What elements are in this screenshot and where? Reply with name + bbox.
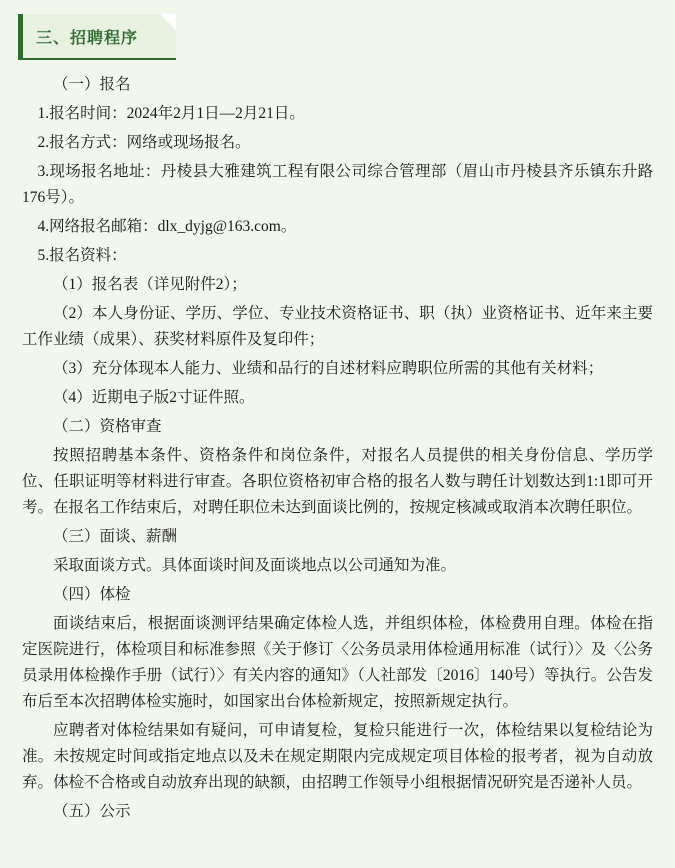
paragraph-sub-4-body-2: 应聘者对体检结果如有疑问，可申请复检，复检只能进行一次，体检结果以复检结论为准。未按规定时间或指定地点以及未在规定期限内完成规定项目体检的报考者，视为自动放弃。体检不合格或自动放弃出现的缺额，由招聘工作领导小组根据情况研究是否递补人员。 [22, 722, 653, 791]
section-header-underline [18, 58, 176, 60]
paragraph-item-5-1: （1）报名表（详见附件2）； [53, 276, 247, 293]
paragraph-sub-5-title: （五）公示 [53, 803, 131, 820]
paragraph-sub-1-title: （一）报名 [53, 76, 131, 93]
paragraph-sub-2-title: （二）资格审查 [53, 418, 162, 435]
paragraph-item-5-2: （2）本人身份证、学历、学位、专业技术资格证书、职（执）业资格证书、近年来主要工作业绩（成果）、获奖材料原件及复印件； [22, 305, 653, 348]
document-body [22, 72, 653, 825]
paragraph-sub-4-body-1: 面谈结束后，根据面谈测评结果确定体检人选，并组织体检，体检费用自理。体检在指定医院进行，体检项目和标准参照《关于修订〈公务员录用体检通用标准（试行）〉及〈公务员录用体检操作手册（试行）〉有关内容的通知》（人社部发〔2016〕140号）等执行。公告发布后至本次招聘体检实施时，如国家出台体检新规定，按照新规定执行。 [22, 615, 653, 710]
paragraph-sub-3-title: （三）面谈、薪酬 [53, 528, 178, 545]
section-title: 三、招聘程序 [36, 30, 139, 47]
paragraph-sub-2-body: 按照招聘基本条件、资格条件和岗位条件，对报名人员提供的相关身份信息、学历学位、任职证明等材料进行审查。各职位资格初审合格的报名人数与聘任计划数达到1:1即可开考。在报名工作结束后，对聘任职位未达到面谈比例的，按规定核减或取消本次聘任职位。 [22, 447, 653, 516]
paragraph-item-3: 3.现场报名地址：丹棱县大雅建筑工程有限公司综合管理部（眉山市丹棱县齐乐镇东升路176号）。 [22, 163, 653, 206]
paragraph-item-5-3: （3）充分体现本人能力、业绩和品行的自述材料应聘职位所需的其他有关材料； [53, 360, 604, 377]
paragraph-item-2: 2.报名方式：网络或现场报名。 [37, 134, 251, 151]
paragraph-item-5: 5.报名资料： [37, 247, 127, 264]
document-page [0, 14, 675, 868]
paragraph-item-4: 4.网络报名邮箱：dlx_dyjg@163.com。 [37, 218, 297, 235]
paragraph-item-1: 1.报名时间：2024年2月1日—2月21日。 [37, 105, 305, 122]
paragraph-item-5-4: （4）近期电子版2寸证件照。 [53, 389, 255, 406]
paragraph-sub-3-body: 采取面谈方式。具体面谈时间及面谈地点以公司通知为准。 [53, 557, 457, 574]
section-header [18, 14, 176, 58]
section-header-corner-cut [160, 14, 176, 30]
paragraph-sub-4-title: （四）体检 [53, 586, 131, 603]
